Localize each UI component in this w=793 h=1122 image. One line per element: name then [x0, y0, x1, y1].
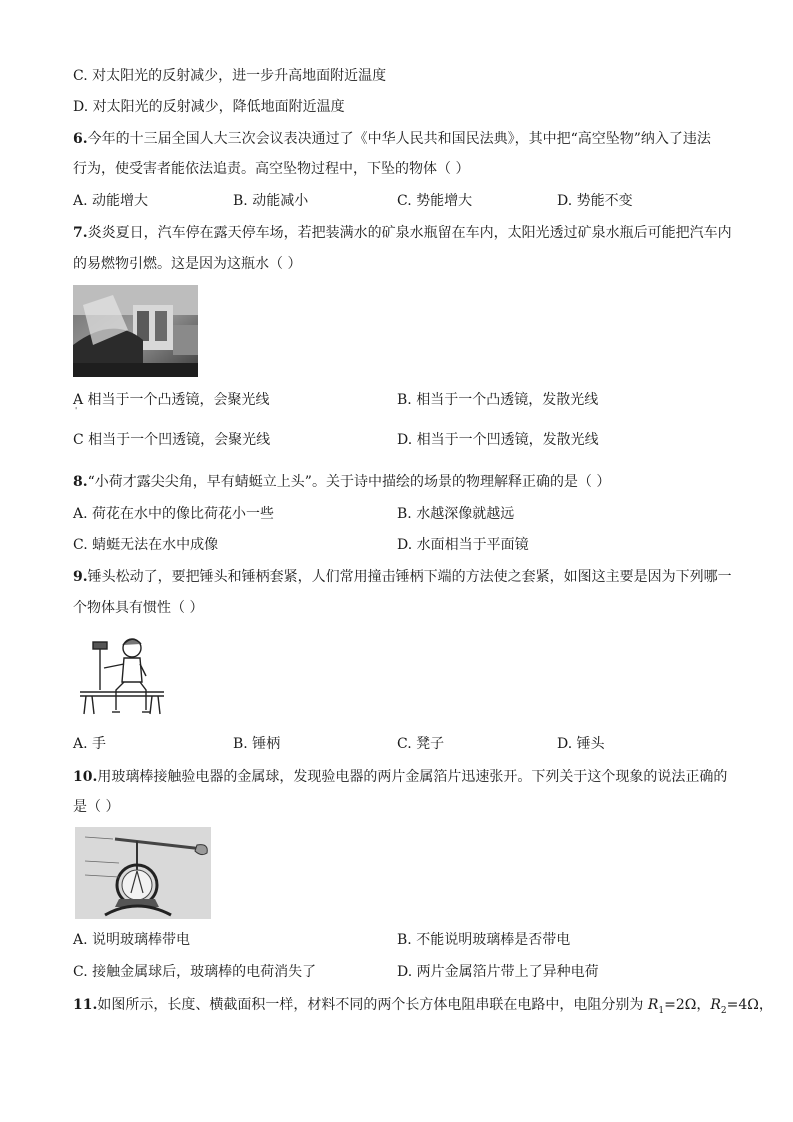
q8-option-c: C. 蜻蜓无法在水中成像 [73, 537, 219, 553]
q7-option-b: B. 相当于一个凸透镜，发散光线 [397, 392, 599, 408]
q10-electroscope-photo [75, 827, 211, 919]
q10-stem-line2: 是（ ） [73, 799, 120, 815]
q11-stem-line1 [73, 995, 773, 1021]
q9-stem-line1 [73, 567, 732, 587]
q9-option-d: D. 锤头 [557, 736, 605, 752]
q6-number: 6. [73, 131, 88, 147]
q11-r1-subscript: 1 [658, 1005, 665, 1016]
q9-option-a: A. 手 [73, 736, 107, 752]
q6-option-b: B. 动能减小 [233, 193, 309, 209]
q11-r2-value: =4Ω， [726, 997, 773, 1013]
q11-r1-symbol: R [647, 997, 659, 1013]
q11-number: 11. [73, 997, 98, 1013]
q8-number: 8. [73, 474, 88, 490]
stray-mark: ' [75, 406, 78, 415]
q6-option-c: C. 势能增大 [397, 193, 473, 209]
q11-text: 如图所示，长度、横截面积一样，材料不同的两个长方体电阻串联在电路中，电阻分别为 [97, 997, 648, 1013]
q11-r2-subscript: 2 [720, 1005, 727, 1016]
q9-number: 9. [73, 569, 88, 585]
q7-stem-line1 [73, 223, 732, 243]
q8-stem-line1 [73, 472, 610, 492]
q8-option-a: A. 荷花在水中的像比荷花小一些 [73, 506, 275, 522]
q7-text-1: 炎炎夏日，汽车停在露天停车场，若把装满水的矿泉水瓶留在车内，太阳光透过矿泉水瓶后可能把汽车内 [87, 225, 732, 241]
q10-stem-line1 [73, 767, 727, 787]
q10-option-c: C. 接触金属球后，玻璃棒的电荷消失了 [73, 964, 317, 980]
q11-r2-symbol: R [710, 997, 721, 1013]
q11-r1-value: =2Ω， [664, 997, 711, 1013]
q7-option-d: D. 相当于一个凹透镜，发散光线 [397, 432, 599, 448]
q7-option-c: C 相当于一个凹透镜，会聚光线 [73, 432, 271, 448]
q9-hammer-illustration [76, 632, 166, 718]
q7-car-photo [73, 285, 198, 377]
q5-option-c: C. 对太阳光的反射减少，进一步升高地面附近温度 [73, 68, 387, 84]
q9-option-c: C. 凳子 [397, 736, 445, 752]
q10-option-d: D. 两片金属箔片带上了异种电荷 [397, 964, 599, 980]
q6-stem-line1 [73, 129, 711, 149]
q8-text-1: “小荷才露尖尖角，早有蜻蜓立上头”。关于诗中描绘的场景的物理解释正确的是（ ） [87, 474, 611, 490]
q6-option-d: D. 势能不变 [557, 193, 633, 209]
q5-option-d: D. 对太阳光的反射减少，降低地面附近温度 [73, 99, 345, 115]
q6-text-1: 今年的十三届全国人大三次会议表决通过了《中华人民共和国民法典》，其中把“高空坠物”纳入了违法 [87, 131, 711, 147]
q9-option-b: B. 锤柄 [233, 736, 281, 752]
q10-text-1: 用玻璃棒接触验电器的金属球，发现验电器的两片金属箔片迅速张开。下列关于这个现象的说法正确的 [97, 769, 728, 785]
q7-number: 7. [73, 225, 88, 241]
q6-option-a: A. 动能增大 [73, 193, 149, 209]
q9-text-1: 锤头松动了，要把锤头和锤柄套紧，人们常用撞击锤柄下端的方法使之套紧，如图这主要是因为下列哪一 [87, 569, 732, 585]
q6-stem-line2: 行为，使受害者能依法追责。高空坠物过程中，下坠的物体（ ） [73, 161, 470, 177]
q10-number: 10. [73, 769, 98, 785]
q8-option-b: B. 水越深像就越远 [397, 506, 515, 522]
q10-option-a: A. 说明玻璃棒带电 [73, 932, 191, 948]
q10-option-b: B. 不能说明玻璃棒是否带电 [397, 932, 571, 948]
q8-option-d: D. 水面相当于平面镜 [397, 537, 529, 553]
q9-stem-line2: 个物体具有惯性（ ） [73, 600, 204, 616]
q7-option-a: A 相当于一个凸透镜，会聚光线 [73, 392, 270, 408]
q7-stem-line2: 的易燃物引燃。这是因为这瓶水（ ） [73, 256, 302, 272]
